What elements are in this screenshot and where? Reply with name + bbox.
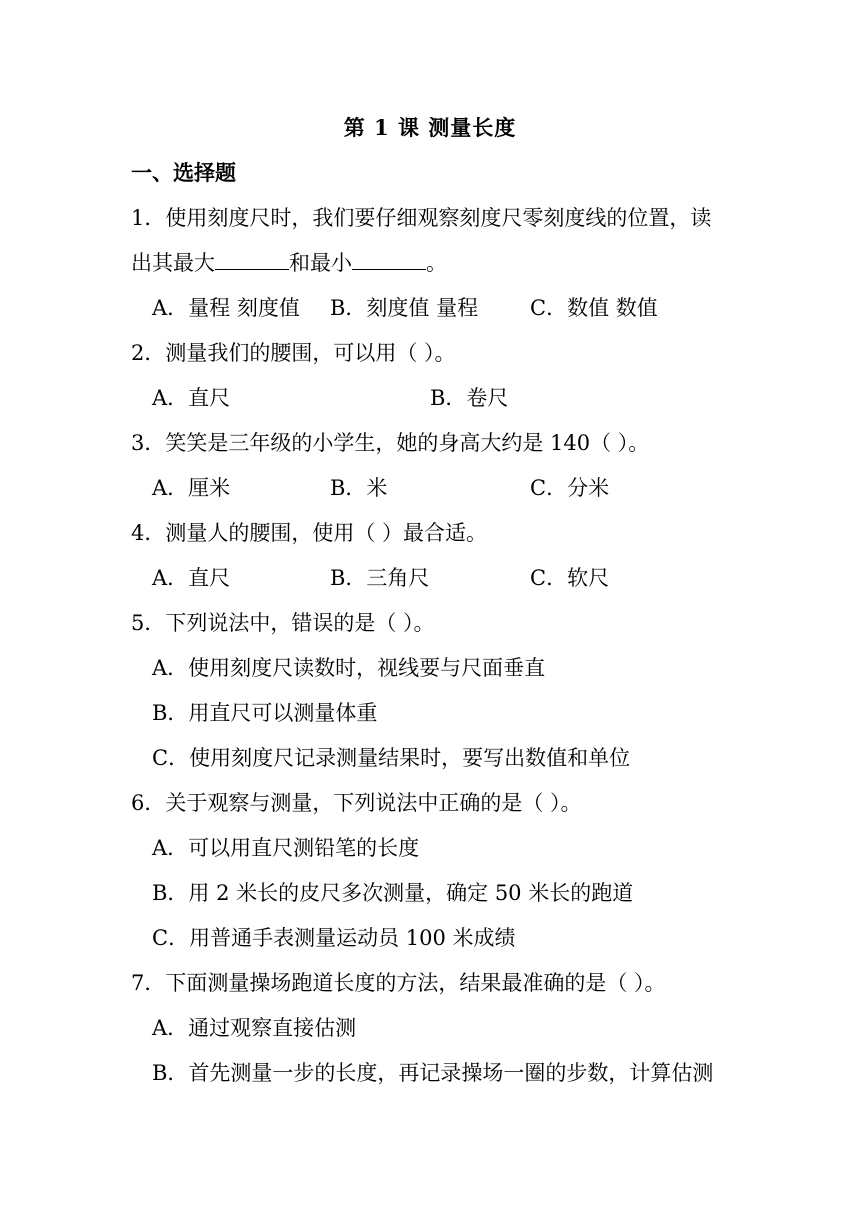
answer-blank-1[interactable]	[215, 251, 289, 270]
question-1-option-c[interactable]: C．数值 数值	[530, 296, 658, 320]
question-7-option-a[interactable]: A．通过观察直接估测	[152, 1016, 357, 1040]
question-5-option-b[interactable]: B．用直尺可以测量体重	[152, 701, 378, 725]
question-7-text: 7．下面测量操场跑道长度的方法，结果最准确的是（ ）。	[131, 971, 666, 995]
question-7-option-b[interactable]: B．首先测量一步的长度，再记录操场一圈的步数，计算估测	[152, 1061, 714, 1085]
question-4-option-c[interactable]: C．软尺	[530, 566, 610, 590]
question-6-option-b[interactable]: B．用 2 米长的皮尺多次测量，确定 50 米长的跑道	[152, 881, 634, 905]
question-4-text: 4．测量人的腰围，使用（ ）最合适。	[131, 521, 488, 545]
question-1-line-1: 1．使用刻度尺时，我们要仔细观察刻度尺零刻度线的位置，读	[131, 206, 712, 230]
question-1-option-a[interactable]: A．量程 刻度值	[152, 296, 300, 320]
question-2-text: 2．测量我们的腰围，可以用（ ）。	[131, 341, 456, 365]
question-3-text: 3．笑笑是三年级的小学生，她的身高大约是 140（ ）。	[131, 431, 650, 455]
question-5-option-c[interactable]: C．使用刻度尺记录测量结果时，要写出数值和单位	[152, 746, 631, 770]
question-5-text: 5．下列说法中，错误的是（ ）。	[131, 611, 435, 635]
question-3-option-c[interactable]: C．分米	[530, 476, 610, 500]
question-1-line-2	[131, 248, 447, 278]
question-2-option-b[interactable]: B．卷尺	[430, 386, 509, 410]
question-1-text-a: 出其最大	[131, 251, 215, 275]
question-1-option-b[interactable]: B．刻度值 量程	[330, 296, 479, 320]
question-3-option-a[interactable]: A．厘米	[152, 476, 231, 500]
question-6-option-a[interactable]: A．可以用直尺测铅笔的长度	[152, 836, 420, 860]
question-2-option-a[interactable]: A．直尺	[152, 386, 231, 410]
question-4-option-a[interactable]: A．直尺	[152, 566, 231, 590]
question-5-option-a[interactable]: A．使用刻度尺读数时，视线要与尺面垂直	[152, 656, 546, 680]
question-4-option-b[interactable]: B．三角尺	[330, 566, 430, 590]
answer-blank-2[interactable]	[352, 251, 426, 270]
page-title: 第 1 课 测量长度	[343, 115, 517, 140]
question-3-option-b[interactable]: B．米	[330, 476, 388, 500]
question-1-text-b: 和最小	[289, 251, 352, 275]
question-6-option-c[interactable]: C．用普通手表测量运动员 100 米成绩	[152, 926, 516, 950]
question-1-text-c: 。	[426, 251, 447, 275]
question-6-text: 6．关于观察与测量，下列说法中正确的是（ ）。	[131, 791, 582, 815]
section-heading: 一、选择题	[131, 160, 236, 185]
